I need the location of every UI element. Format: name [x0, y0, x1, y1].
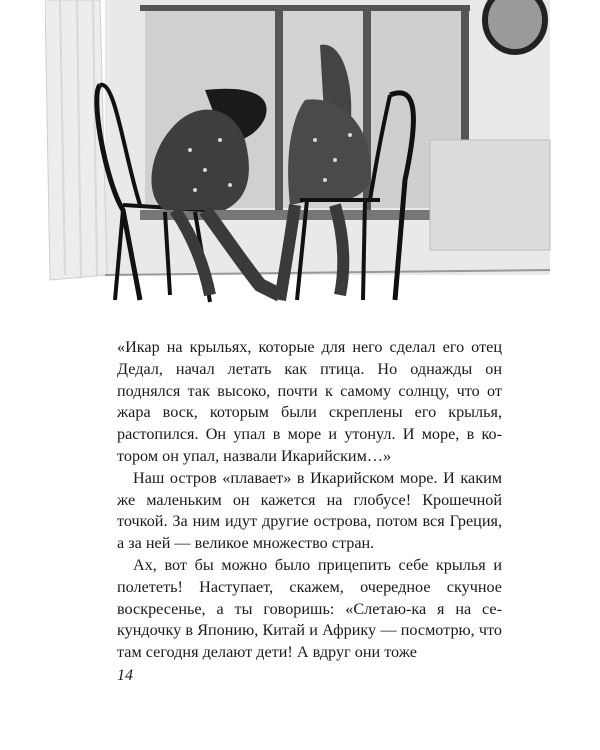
paragraph-2: Наш остров «плавает» в Икарийском море. И каким же маленьким он кажется на глобусе! Крошечной точкой. За ним идут другие острова, потом вся Греция, а за ней — великое множество стран.: [117, 468, 502, 553]
paragraph-3: Ах, вот бы можно было прицепить себе крылья и полететь! Наступает, скажем, очередное скучное воскресенье, а ты говоришь: «Слетаю-ка я на секундочку в Японию, Китай и Африку — посмотрю, что там сегодня делают дети! А вдруг они тоже: [117, 555, 502, 662]
two-girls-on-chairs-illustration: [45, 0, 555, 310]
page-number: 14: [117, 667, 133, 684]
paragraph-1: «Икар на крыльях, которые для него сделал его отец Дедал, начал летать как птица. Но однажды он поднялся так высоко, почти к самому солнцу, что от жара воск, которым были скреплены его крылья, растопился. Он упал в море и утонул. И море, в котором он упал, назвали Икарийским…»: [117, 338, 502, 465]
body-text: [117, 337, 502, 664]
